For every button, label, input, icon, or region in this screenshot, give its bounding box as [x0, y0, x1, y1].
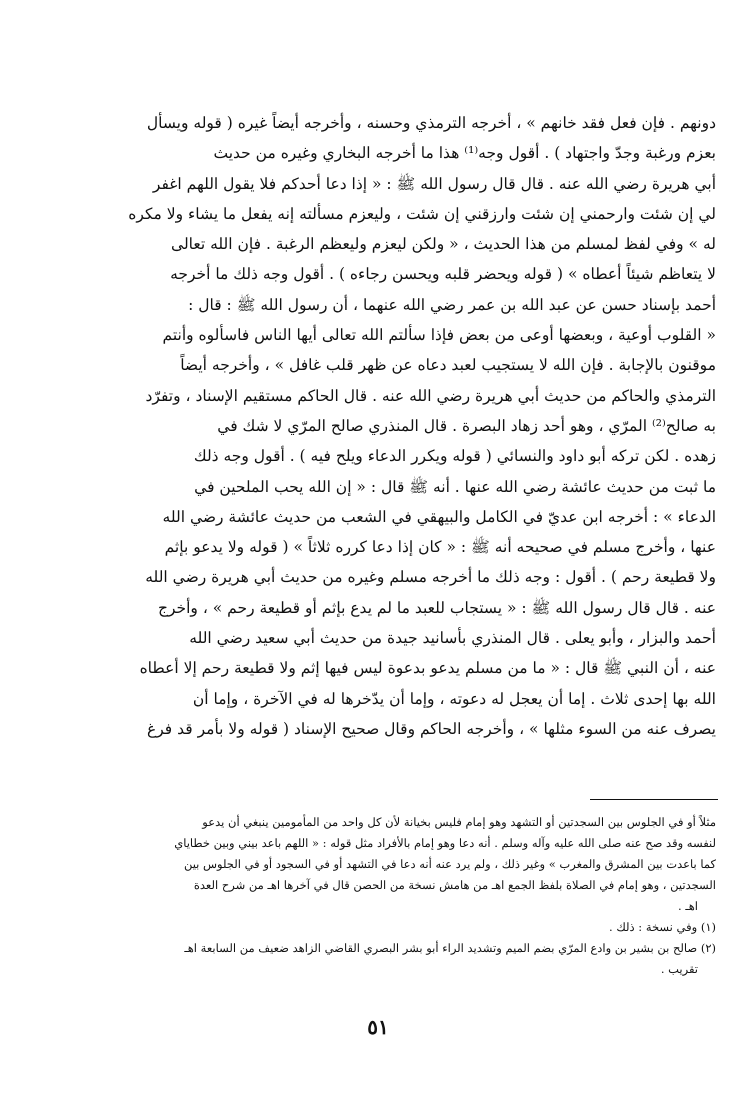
footnote-line: مثلاً أو في الجلوس بين السجدتين أو التشهد وهو إمام فليس بخيانة لأن كل واحد من المأمومين ينبغي أن يدعو [202, 815, 716, 829]
text-line: يصرف عنه من السوء مثلها » ، وأخرجه الحاكم وقال صحيح الإسناد ( قوله ولا بأمر قد فرغ [147, 719, 716, 738]
text-line: ولا قطيعة رحم ) . أقول : وجه ذلك ما أخرجه مسلم وغيره من حديث أبي هريرة رضي الله [145, 568, 716, 587]
text-line: بعزم ورغبة وجدّ واجتهاد ) . أقول وجه⁽¹⁾ هذا ما أخرجه البخاري وغيره من حديث [213, 144, 716, 163]
text-line: الترمذي والحاكم من حديث أبي هريرة رضي الله عنه . قال الحاكم مستقيم الإسناد ، وتفرّد [145, 386, 716, 405]
text-line: ما ثبت من حديث عائشة رضي الله عنها . أنه ﷺ قال : « إن الله يحب الملحين في [194, 477, 716, 496]
text-line: زهده . لكن تركه أبو داود والنسائي ( قوله ويكرر الدعاء ويلح فيه ) . أقول وجه ذلك [193, 447, 716, 466]
page-number: ٥١ [367, 1015, 389, 1039]
text-line: به صالح⁽²⁾ المرّي ، وهو أحد زهاد البصرة . قال المنذري صالح المرّي لا شك في [217, 416, 716, 435]
footnote-line: كما باعدت بين المشرق والمغرب » وغير ذلك ، ولم يرد عنه أنه دعا في التشهد أو في السجود أو في الجلوس بين [183, 857, 716, 871]
text-line: لا يتعاظم شيئاً أعطاه » ( قوله ويحضر قلبه ويحسن رجاءه ) . أقول وجه ذلك ما أخرجه [170, 265, 716, 284]
text-line: دونهم . فإن فعل فقد خانهم » ، أخرجه الترمذي وحسنه ، وأخرجه أيضاً غيره ( قوله ويسأل [146, 114, 716, 132]
footnote-divider [590, 799, 718, 800]
footnote-line: السجدتين ، وهو إمام في الصلاة بلفظ الجمع اهـ من هامش نسخة من الحصن قال في آخرها اهـ من شرح العدة [193, 878, 716, 892]
text-line: « القلوب أوعية ، وبعضها أوعى من بعض فإذا سألتم الله تعالى أيها الناس فاسألوه وأنتم [162, 326, 716, 345]
text-line: أبي هريرة رضي الله عنه . قال قال رسول الله ﷺ : « إذا دعا أحدكم فلا يقول اللهم اغفر [152, 174, 716, 193]
footnote-line: تقريب . [660, 962, 698, 976]
text-line: أحمد بإسناد حسن عن عبد الله بن عمر رضي الله عنهما ، أن رسول الله ﷺ : قال : [188, 295, 716, 314]
footnote-line: لنفسه وقد صح عنه صلى الله عليه وآله وسلم . أنه دعا وهو إمام بالأفراد مثل قوله : « اللهم باعد بيني وبين خطاياي [174, 836, 716, 850]
main-text [40, 108, 716, 744]
text-line: لي إن شئت وارحمني إن شئت وارزقني إن شئت ، وليعزم مسألته إنه يفعل ما يشاء ولا مكره [128, 204, 716, 223]
text-line: الدعاء » : أخرجه ابن عديّ في الكامل والبيهقي في الشعب من حديث عائشة رضي الله [162, 507, 716, 526]
text-line: موقنون بالإجابة . فإن الله لا يستجيب لعبد دعاه عن ظهر قلب غافل » ، وأخرجه أيضاً [180, 356, 716, 375]
text-line: عنه ، أن النبي ﷺ قال : « ما من مسلم يدعو بدعوة ليس فيها إثم ولا قطيعة رحم إلا أعطاه [139, 659, 716, 678]
footnote-2: (٢) صالح بن بشير بن وادع المرّي بضم الميم وتشديد الراء أبو بشر البصري القاضي الزاهد ضعيف من السابعة اهـ [184, 941, 716, 955]
footnote-1: (١) وفي نسخة : ذلك . [609, 920, 716, 934]
footnote-line: اهـ . [678, 899, 698, 913]
text-line: عنها ، وأخرج مسلم في صحيحه أنه ﷺ : « كان إذا دعا كرره ثلاثاً » ( قوله ولا يدعو بإثم [164, 538, 716, 557]
text-line: أحمد والبزار ، وأبو يعلى . قال المنذري بأسانيد جيدة من حديث أبي سعيد رضي الله [189, 629, 716, 648]
footnotes [40, 812, 716, 980]
text-line: عنه . قال قال رسول الله ﷺ : « يستجاب للعبد ما لم يدع بإثم أو قطيعة رحم » ، وأخرج [157, 598, 716, 617]
text-line: الله بها إحدى ثلاث . إما أن يعجل له دعوته ، وإما أن يدّخرها له في الآخرة ، وإما أن [192, 689, 716, 708]
text-line: له » وفي لفظ لمسلم من هذا الحديث ، « ولكن ليعزم وليعظم الرغبة . فإن الله تعالى [171, 235, 716, 254]
